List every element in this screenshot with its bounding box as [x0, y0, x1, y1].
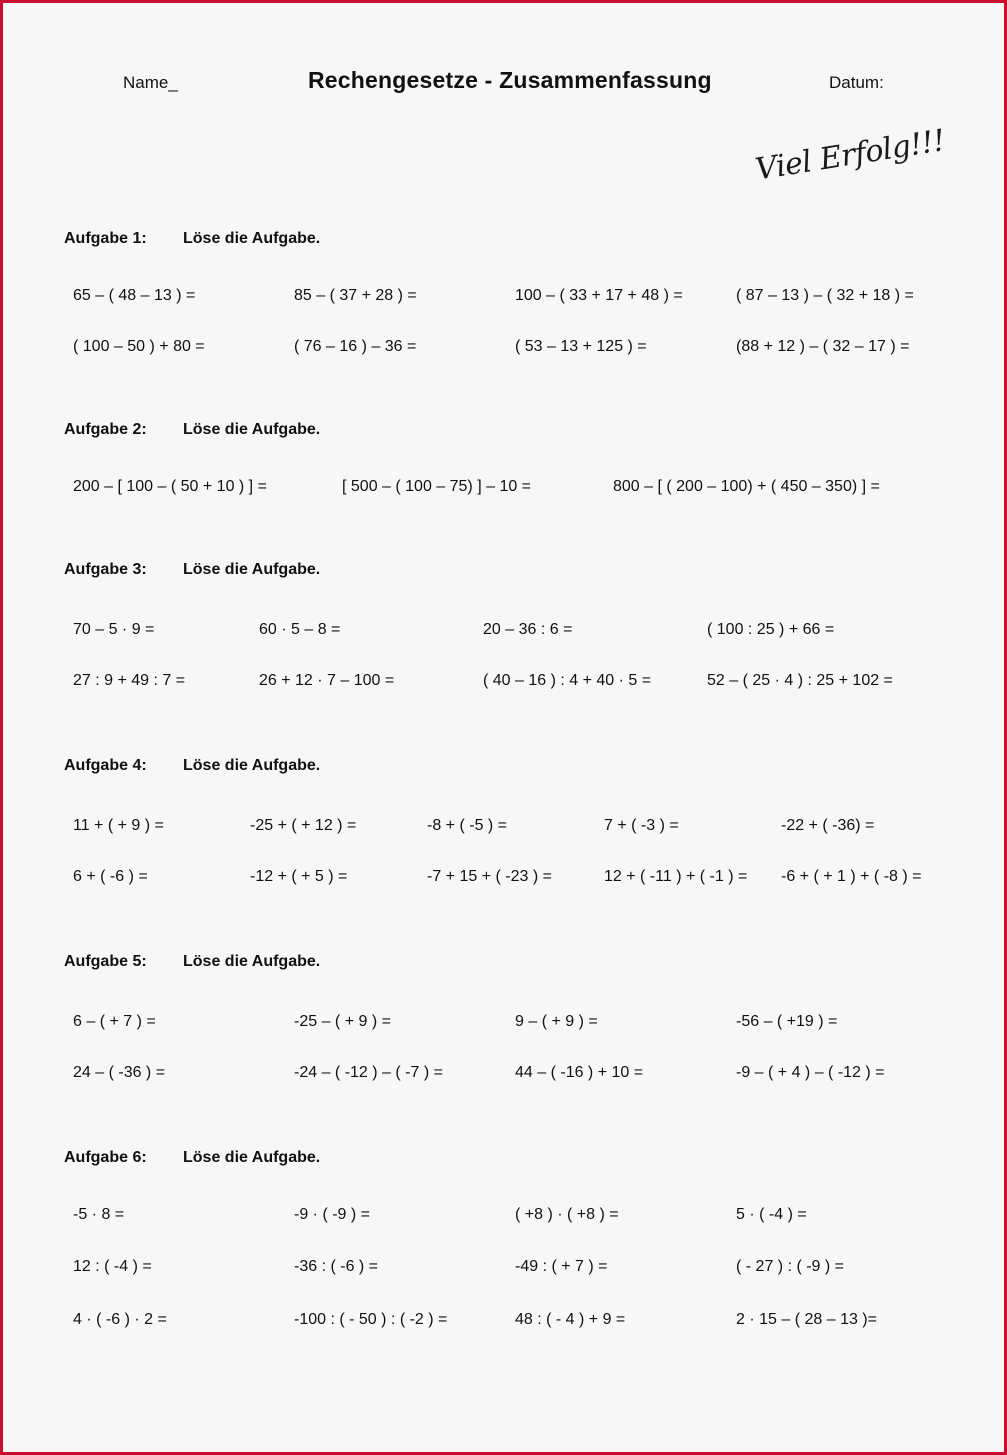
- equation: -8 + ( -5 ) =: [427, 817, 508, 834]
- equation: -22 + ( -36) =: [781, 817, 875, 834]
- equation: -49 : ( + 7 ) =: [515, 1258, 608, 1275]
- equation: 85 – ( 37 + 28 ) =: [294, 287, 417, 304]
- equation: 100 – ( 33 + 17 + 48 ) =: [515, 287, 683, 304]
- equation: 65 – ( 48 – 13 ) =: [73, 287, 196, 304]
- equation: 6 – ( + 7 ) =: [73, 1013, 156, 1030]
- equation: 26 + 12 · 7 – 100 =: [259, 672, 395, 689]
- task-6-row-2: [73, 1258, 984, 1282]
- task-instruction: Löse die Aufgabe.: [183, 421, 321, 438]
- task-6-row-3: [73, 1311, 984, 1335]
- equation: -56 – ( +19 ) =: [736, 1013, 838, 1030]
- task-2-row-1: [73, 478, 984, 502]
- task-instruction: Löse die Aufgabe.: [183, 230, 321, 247]
- task-3-row-1: [73, 621, 984, 645]
- equation: -100 : ( - 50 ) : ( -2 ) =: [294, 1311, 448, 1328]
- equation: 60 · 5 – 8 =: [259, 621, 341, 638]
- equation: 2 · 15 – ( 28 – 13 )=: [736, 1311, 877, 1328]
- task-5-row-2: [73, 1064, 984, 1088]
- equation: 4 · ( -6 ) · 2 =: [73, 1311, 167, 1328]
- equation: -9 · ( -9 ) =: [294, 1206, 371, 1223]
- equation: 6 + ( -6 ) =: [73, 868, 148, 885]
- task-instruction: Löse die Aufgabe.: [183, 561, 321, 578]
- task-5-row-1: [73, 1013, 984, 1037]
- task-4-heading: [64, 757, 320, 775]
- task-5-heading: [64, 953, 320, 971]
- task-instruction: Löse die Aufgabe.: [183, 1149, 321, 1166]
- task-label: Aufgabe 4:: [64, 757, 147, 774]
- task-1-row-1: [73, 287, 984, 311]
- equation: 5 · ( -4 ) =: [736, 1206, 807, 1223]
- task-label: Aufgabe 3:: [64, 561, 147, 578]
- task-label: Aufgabe 6:: [64, 1149, 147, 1166]
- equation: 20 – 36 : 6 =: [483, 621, 573, 638]
- task-6-heading: [64, 1149, 320, 1167]
- equation: ( 76 – 16 ) – 36 =: [294, 338, 417, 355]
- equation: -9 – ( + 4 ) – ( -12 ) =: [736, 1064, 885, 1081]
- task-1-heading: [64, 230, 320, 248]
- task-3-heading: [64, 561, 320, 579]
- equation: 200 – [ 100 – ( 50 + 10 ) ] =: [73, 478, 267, 495]
- equation: 7 + ( -3 ) =: [604, 817, 679, 834]
- equation: 11 + ( + 9 ) =: [73, 817, 164, 834]
- equation: ( 100 – 50 ) + 80 =: [73, 338, 205, 355]
- equation: 12 : ( -4 ) =: [73, 1258, 152, 1275]
- equation: -25 – ( + 9 ) =: [294, 1013, 391, 1030]
- page-title: Rechengesetze - Zusammenfassung: [308, 67, 712, 93]
- equation: 48 : ( - 4 ) + 9 =: [515, 1311, 626, 1328]
- equation: ( +8 ) · ( +8 ) =: [515, 1206, 619, 1223]
- task-3-row-2: [73, 672, 984, 696]
- equation: ( 53 – 13 + 125 ) =: [515, 338, 647, 355]
- signature-good-luck: Viel Erfolg!!!: [753, 123, 948, 188]
- equation: ( 40 – 16 ) : 4 + 40 · 5 =: [483, 672, 652, 689]
- equation: ( 87 – 13 ) – ( 32 + 18 ) =: [736, 287, 914, 304]
- task-instruction: Löse die Aufgabe.: [183, 953, 321, 970]
- equation: -36 : ( -6 ) =: [294, 1258, 379, 1275]
- equation: -5 · 8 =: [73, 1206, 125, 1223]
- equation: -7 + 15 + ( -23 ) =: [427, 868, 552, 885]
- task-label: Aufgabe 5:: [64, 953, 147, 970]
- equation: -6 + ( + 1 ) + ( -8 ) =: [781, 868, 922, 885]
- task-2-heading: [64, 421, 320, 439]
- equation: 27 : 9 + 49 : 7 =: [73, 672, 186, 689]
- equation: -12 + ( + 5 ) =: [250, 868, 348, 885]
- equation: 9 – ( + 9 ) =: [515, 1013, 598, 1030]
- task-label: Aufgabe 2:: [64, 421, 147, 438]
- equation: ( 100 : 25 ) + 66 =: [707, 621, 835, 638]
- equation: 70 – 5 · 9 =: [73, 621, 155, 638]
- task-label: Aufgabe 1:: [64, 230, 147, 247]
- equation: (88 + 12 ) – ( 32 – 17 ) =: [736, 338, 910, 355]
- equation: 800 – [ ( 200 – 100) + ( 450 – 350) ] =: [613, 478, 880, 495]
- equation: -24 – ( -12 ) – ( -7 ) =: [294, 1064, 443, 1081]
- name-label: Name_: [123, 73, 178, 92]
- task-1-row-2: [73, 338, 984, 362]
- equation: [ 500 – ( 100 – 75) ] – 10 =: [342, 478, 532, 495]
- equation: 12 + ( -11 ) + ( -1 ) =: [604, 868, 748, 885]
- equation: -25 + ( + 12 ) =: [250, 817, 357, 834]
- equation: 52 – ( 25 · 4 ) : 25 + 102 =: [707, 672, 893, 689]
- task-instruction: Löse die Aufgabe.: [183, 757, 321, 774]
- equation: 24 – ( -36 ) =: [73, 1064, 166, 1081]
- task-4-row-2: [73, 868, 984, 892]
- task-4-row-1: [73, 817, 984, 841]
- date-label: Datum:: [829, 73, 884, 92]
- task-6-row-1: [73, 1206, 984, 1230]
- equation: ( - 27 ) : ( -9 ) =: [736, 1258, 845, 1275]
- equation: 44 – ( -16 ) + 10 =: [515, 1064, 644, 1081]
